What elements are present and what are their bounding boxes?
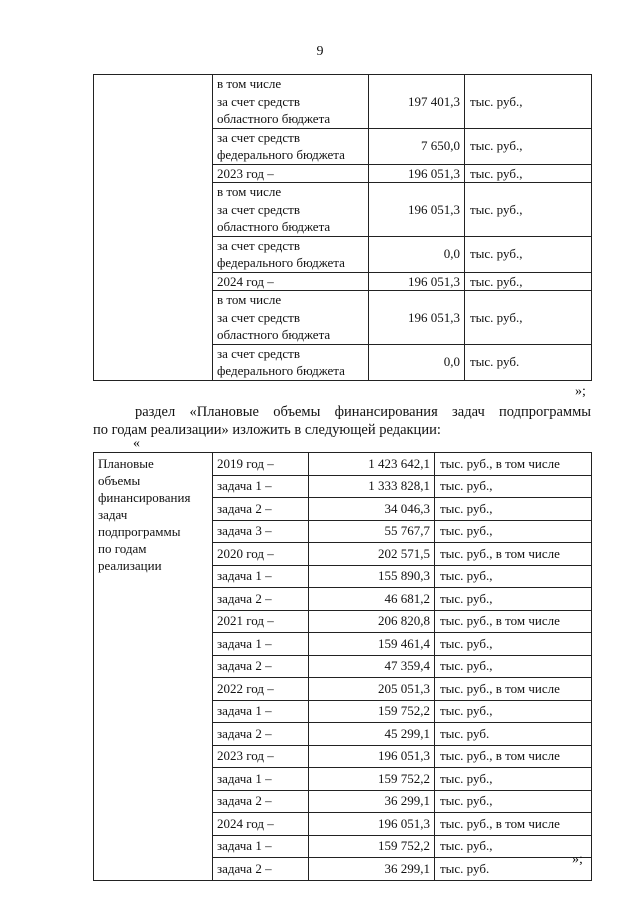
row-label-line: за счет средств [217, 93, 300, 109]
amount-unit: тыс. руб., [435, 790, 592, 813]
row-label-line: за счет средств [217, 309, 300, 325]
row-label [213, 75, 369, 129]
amount-unit: тыс. руб., [435, 633, 592, 656]
planned-funding-table [93, 452, 592, 881]
section-title-line: задач [98, 507, 128, 522]
amount-unit: тыс. руб. [465, 344, 592, 380]
amount-unit: тыс. руб. [435, 858, 592, 881]
amount-value: 196 051,3 [369, 291, 465, 345]
amount-value: 196 051,3 [369, 183, 465, 237]
amount-value: 1 423 642,1 [309, 453, 435, 476]
amount-value: 46 681,2 [309, 588, 435, 611]
amount-unit: тыс. руб., в том числе [435, 453, 592, 476]
amount-value: 1 333 828,1 [309, 475, 435, 498]
row-label: задача 1 – [213, 633, 309, 656]
row-label: 2023 год – [213, 745, 309, 768]
amount-unit: тыс. руб., [435, 475, 592, 498]
row-label-line: 2024 год – [217, 273, 274, 289]
row-label [213, 291, 369, 345]
amount-unit: тыс. руб., [435, 655, 592, 678]
amount-unit: тыс. руб., [465, 291, 592, 345]
amount-unit: тыс. руб., в том числе [435, 745, 592, 768]
section-title-line: по годам [98, 541, 147, 556]
row-label-line: федерального бюджета [217, 363, 345, 378]
amount-value: 196 051,3 [369, 272, 465, 291]
section-title-line: реализации [98, 558, 162, 573]
quote-close-1: »; [575, 384, 586, 399]
table-row [94, 75, 592, 129]
amount-value: 159 461,4 [309, 633, 435, 656]
row-label: задача 1 – [213, 700, 309, 723]
amount-unit: тыс. руб., [435, 498, 592, 521]
row-label-line: в том числе [217, 184, 282, 199]
row-label-line: областного бюджета [217, 111, 331, 126]
amount-unit: тыс. руб., в том числе [435, 610, 592, 633]
amount-value: 34 046,3 [309, 498, 435, 521]
amount-value: 36 299,1 [309, 790, 435, 813]
amount-value: 196 051,3 [309, 813, 435, 836]
row-label: задача 2 – [213, 588, 309, 611]
row-label-line: за счет средств [217, 129, 300, 145]
paragraph-line-2: по годам реализации» изложить в следующей редакции: [93, 422, 441, 438]
quote-open: « [133, 436, 140, 451]
amount-unit: тыс. руб., [435, 565, 592, 588]
table-row [94, 453, 592, 476]
empty-left-cell [94, 75, 213, 381]
row-label: 2021 год – [213, 610, 309, 633]
section-title-line: объемы [98, 473, 141, 488]
amount-value: 159 752,2 [309, 700, 435, 723]
row-label-line: областного бюджета [217, 219, 331, 234]
row-label-line: федерального бюджета [217, 255, 345, 270]
amount-unit: тыс. руб., в том числе [435, 543, 592, 566]
section-title-cell [94, 453, 213, 881]
row-label: 2020 год – [213, 543, 309, 566]
amount-unit: тыс. руб., в том числе [435, 678, 592, 701]
paragraph-line-1: раздел «Плановые объемы финансирования задач подпрограммы [135, 404, 591, 420]
row-label-line: 2023 год – [217, 165, 274, 181]
row-label [213, 272, 369, 291]
row-label-line: за счет средств [217, 237, 300, 253]
amount-value: 159 752,2 [309, 768, 435, 791]
amount-value: 47 359,4 [309, 655, 435, 678]
amount-unit: тыс. руб., [435, 700, 592, 723]
row-label: задача 1 – [213, 475, 309, 498]
row-label: задача 2 – [213, 723, 309, 746]
row-label: 2024 год – [213, 813, 309, 836]
row-label-line: за счет средств [217, 345, 300, 361]
amount-value: 196 051,3 [369, 164, 465, 183]
amount-unit: тыс. руб., в том числе [435, 813, 592, 836]
amount-unit: тыс. руб., [465, 183, 592, 237]
row-label: задача 2 – [213, 858, 309, 881]
amount-value: 159 752,2 [309, 835, 435, 858]
amount-value: 45 299,1 [309, 723, 435, 746]
row-label: 2019 год – [213, 453, 309, 476]
section-title-line: финансирования [98, 490, 191, 505]
amount-unit: тыс. руб., [465, 164, 592, 183]
row-label: 2022 год – [213, 678, 309, 701]
amount-value: 197 401,3 [369, 75, 465, 129]
row-label: задача 2 – [213, 790, 309, 813]
amount-value: 0,0 [369, 236, 465, 272]
row-label [213, 164, 369, 183]
amount-unit: тыс. руб., [465, 236, 592, 272]
section-title-line: Плановые [98, 456, 154, 471]
row-label [213, 344, 369, 380]
amount-unit: тыс. руб., [465, 272, 592, 291]
row-label-line: в том числе [217, 292, 282, 307]
row-label: задача 2 – [213, 655, 309, 678]
row-label-line: за счет средств [217, 201, 300, 217]
amount-unit: тыс. руб. [435, 723, 592, 746]
amount-value: 205 051,3 [309, 678, 435, 701]
section-title-line: подпрограммы [98, 524, 181, 539]
row-label: задача 3 – [213, 520, 309, 543]
amount-value: 196 051,3 [309, 745, 435, 768]
row-label: задача 1 – [213, 835, 309, 858]
row-label [213, 236, 369, 272]
amount-unit: тыс. руб., [435, 768, 592, 791]
row-label-line: федерального бюджета [217, 147, 345, 162]
row-label: задача 1 – [213, 768, 309, 791]
amount-unit: тыс. руб., [465, 75, 592, 129]
amount-value: 206 820,8 [309, 610, 435, 633]
amount-unit: тыс. руб., [465, 128, 592, 164]
row-label: задача 1 – [213, 565, 309, 588]
amount-value: 202 571,5 [309, 543, 435, 566]
row-label: задача 2 – [213, 498, 309, 521]
amendment-paragraph [93, 403, 591, 439]
amount-value: 55 767,7 [309, 520, 435, 543]
row-label [213, 128, 369, 164]
row-label [213, 183, 369, 237]
amount-value: 155 890,3 [309, 565, 435, 588]
amount-value: 36 299,1 [309, 858, 435, 881]
amount-unit: тыс. руб., [435, 835, 592, 858]
amount-unit: тыс. руб., [435, 520, 592, 543]
funding-sources-table [93, 74, 592, 381]
amount-value: 7 650,0 [369, 128, 465, 164]
row-label-line: в том числе [217, 76, 282, 91]
page-number: 9 [316, 44, 324, 59]
quote-close-2: »; [572, 852, 583, 867]
amount-value: 0,0 [369, 344, 465, 380]
row-label-line: областного бюджета [217, 327, 331, 342]
amount-unit: тыс. руб., [435, 588, 592, 611]
